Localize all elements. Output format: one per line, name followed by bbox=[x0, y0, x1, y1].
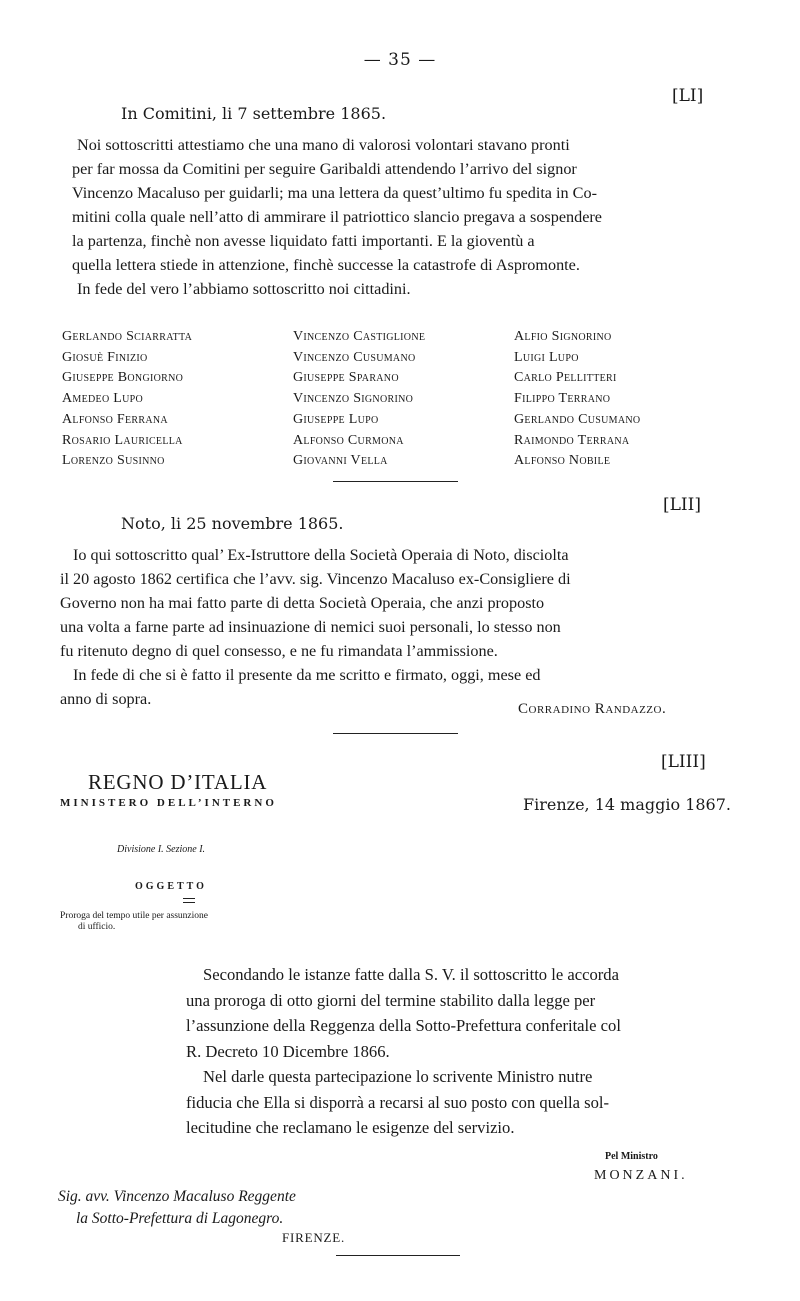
text-line: anno di sopra. bbox=[60, 690, 152, 708]
text-line: fiducia che Ella si disporrà a recarsi al suo posto con quella sol- bbox=[186, 1092, 610, 1112]
oggetto-line: Proroga del tempo utile per assunzione bbox=[60, 911, 209, 921]
text-line: mitini colla quale nell’atto di ammirare il patriottico slancio pregava a sospendere bbox=[72, 208, 602, 226]
signer-name: Amedeo Lupo bbox=[62, 391, 144, 407]
signer-name: Alfonso Curmona bbox=[293, 432, 404, 448]
oggetto-line: di ufficio. bbox=[78, 922, 116, 932]
section-divider bbox=[336, 1255, 460, 1256]
oggetto-label: OGGETTO bbox=[135, 881, 207, 892]
letterhead-ministry: MINISTERO DELL’INTERNO bbox=[60, 797, 277, 809]
text-line: una volta a farne parte ad insinuazione di nemici suoi personali, lo stesso non bbox=[60, 618, 561, 636]
text-line: il 20 agosto 1862 certifica che l’avv. sig. Vincenzo Macaluso ex-Consigliere di bbox=[60, 570, 571, 588]
division-label: Divisione I. Sezione I. bbox=[117, 844, 206, 855]
document-number-lii: [LII] bbox=[663, 495, 701, 515]
signer-name: Luigi Lupo bbox=[514, 349, 579, 365]
page-number: — 35 — bbox=[363, 50, 437, 70]
signer-name: Giuseppe Sparano bbox=[293, 370, 399, 386]
letterhead-title: REGNO D’ITALIA bbox=[88, 770, 268, 794]
body-lii bbox=[60, 543, 571, 711]
signature-randazzo: Corradino Randazzo. bbox=[518, 701, 667, 717]
text-line: Secondando le istanze fatte dalla S. V. il sottoscritto le accorda bbox=[203, 965, 619, 984]
minister-signature: MONZANI. bbox=[594, 1168, 688, 1183]
signer-name: Rosario Lauricella bbox=[62, 432, 183, 448]
per-ministro-label: Pel Ministro bbox=[605, 1151, 658, 1162]
section-divider bbox=[333, 481, 458, 482]
text-line: R. Decreto 10 Dicembre 1866. bbox=[186, 1041, 390, 1061]
document-number-liii: [LIII] bbox=[661, 752, 706, 772]
signers-column-1 bbox=[62, 327, 192, 472]
signer-name: Vincenzo Signorino bbox=[293, 391, 414, 407]
addressee-block bbox=[58, 1186, 296, 1230]
text-line: la partenza, finchè non avesse liquidato fatti importanti. E la gioventù a bbox=[72, 232, 535, 250]
dateline-li: In Comitini, li 7 settembre 1865. bbox=[121, 104, 387, 123]
oggetto-text bbox=[60, 911, 208, 933]
signer-name: Giuseppe Lupo bbox=[293, 411, 379, 427]
text-line: una proroga di otto giorni del termine stabilito dalla legge per bbox=[186, 990, 596, 1010]
section-divider bbox=[333, 733, 458, 734]
signer-name: Gerlando Cusumano bbox=[514, 411, 641, 427]
addressee-line: la Sotto-Prefettura di Lagonegro. bbox=[76, 1210, 284, 1227]
oggetto-underline bbox=[183, 898, 195, 899]
dateline-liii: Firenze, 14 maggio 1867. bbox=[523, 795, 731, 814]
dateline-lii: Noto, li 25 novembre 1865. bbox=[121, 514, 344, 533]
text-line: Nel darle questa partecipazione lo scrivente Ministro nutre bbox=[203, 1067, 593, 1086]
oggetto-underline bbox=[183, 902, 195, 903]
text-line: Noi sottoscritti attestiamo che una mano di valorosi volontari stavano pronti bbox=[77, 136, 570, 154]
signers-column-2 bbox=[293, 327, 425, 472]
signer-name: Lorenzo Susinno bbox=[62, 453, 165, 469]
text-line: Governo non ha mai fatto parte di detta Società Operaia, che anzi proposto bbox=[60, 594, 545, 612]
text-line: In fede di che si è fatto il presente da me scritto e firmato, oggi, mese ed bbox=[73, 666, 541, 684]
signer-name: Alfonso Nobile bbox=[514, 453, 611, 469]
text-line: l’assunzione della Reggenza della Sotto-Prefettura conferitale col bbox=[186, 1016, 621, 1035]
body-li bbox=[72, 133, 602, 301]
signer-name: Carlo Pellitteri bbox=[514, 370, 617, 386]
text-line: lecitudine che reclamano le esigenze del servizio. bbox=[186, 1118, 515, 1137]
signer-name: Vincenzo Cusumano bbox=[293, 349, 416, 365]
text-line: quella lettera stiede in attenzione, finchè successe la catastrofe di Aspromonte. bbox=[72, 256, 580, 274]
text-line: Vincenzo Macaluso per guidarli; ma una lettera da quest’ultimo fu spedita in Co- bbox=[72, 184, 597, 202]
text-line: Io qui sottoscritto qual’ Ex-Istruttore della Società Operaia di Noto, disciolta bbox=[73, 546, 569, 564]
document-number-li: [LI] bbox=[672, 86, 704, 106]
signer-name: Giosuè Finizio bbox=[62, 349, 148, 365]
addressee-city: FIRENZE. bbox=[282, 1230, 346, 1245]
addressee-line: Sig. avv. Vincenzo Macaluso Reggente bbox=[58, 1188, 296, 1205]
signer-name: Giovanni Vella bbox=[293, 453, 388, 469]
signer-name: Raimondo Terrana bbox=[514, 432, 630, 448]
signer-name: Gerlando Sciarratta bbox=[62, 329, 193, 344]
signer-name: Filippo Terrano bbox=[514, 391, 611, 407]
body-liii bbox=[186, 962, 621, 1141]
signer-name: Giuseppe Bongiorno bbox=[62, 370, 184, 386]
signers-column-3 bbox=[514, 327, 640, 472]
signer-name: Alfio Signorino bbox=[514, 329, 612, 344]
signer-name: Vincenzo Castiglione bbox=[293, 329, 426, 344]
text-line: fu ritenuto degno di quel consesso, e ne fu rimandata l’ammissione. bbox=[60, 642, 498, 660]
text-line: per far mossa da Comitini per seguire Garibaldi attendendo l’arrivo del signor bbox=[72, 160, 577, 178]
text-line: In fede del vero l’abbiamo sottoscritto noi cittadini. bbox=[77, 280, 411, 298]
signer-name: Alfonso Ferrana bbox=[62, 411, 168, 427]
